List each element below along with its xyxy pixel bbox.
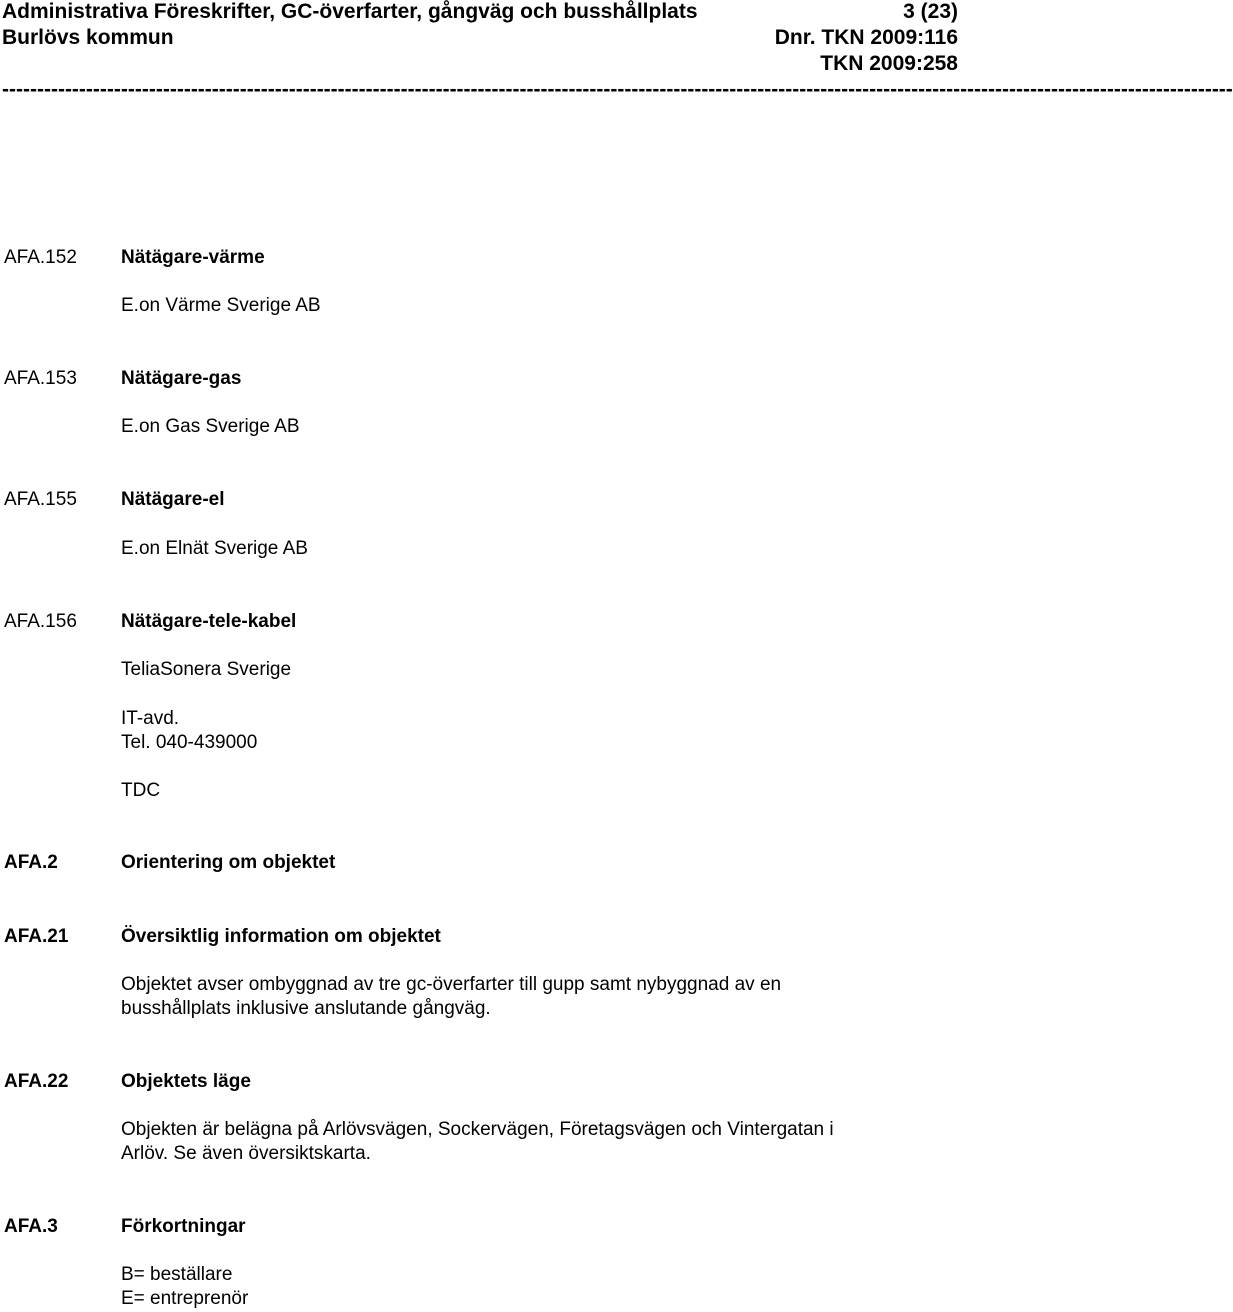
section-text-line: busshållplats inklusive anslutande gångväg. [121,998,491,1019]
section-code: AFA.2 [4,852,58,873]
section-text-line: E.on Gas Sverige AB [121,416,300,437]
section-text-line: TeliaSonera Sverige [121,659,292,680]
section-text-line: Arlöv. Se även översiktskarta. [121,1143,371,1164]
section-code: AFA.155 [4,489,77,510]
section-heading: Nätägare-el [121,489,225,510]
section-text-line: TDC [121,780,161,801]
section-heading: Orientering om objektet [121,852,336,873]
section-code: AFA.3 [4,1216,58,1237]
document-reference-tkn: TKN 2009:258 [820,52,958,75]
section-text-line: E.on Värme Sverige AB [121,295,321,316]
section-text-line: E.on Elnät Sverige AB [121,538,308,559]
section-code: AFA.156 [4,611,77,632]
section-heading: Nätägare-gas [121,368,242,389]
header-divider: -------------------------------------------------------------------------------------------------------------------------------------------------------------------------------- [2,78,1233,101]
section-code: AFA.22 [4,1071,69,1092]
page-number: 3 (23) [903,0,958,23]
section-text-line: E= entreprenör [121,1288,249,1309]
document-reference-dnr: Dnr. TKN 2009:116 [774,26,958,49]
organization-name: Burlövs kommun [2,26,174,49]
section-text-line: IT-avd. [121,708,180,729]
section-code: AFA.152 [4,247,77,268]
section-text-line: Objekten är belägna på Arlövsvägen, Sockervägen, Företagsvägen och Vintergatan i [121,1119,834,1140]
document-title: Administrativa Föreskrifter, GC-överfarter, gångväg och busshållplats [2,0,698,23]
section-code: AFA.21 [4,926,69,947]
section-heading: Objektets läge [121,1071,251,1092]
section-text-line: B= beställare [121,1264,233,1285]
section-text-line: Tel. 040-439000 [121,732,258,753]
section-text-line: Objektet avser ombyggnad av tre gc-överfarter till gupp samt nybyggnad av en [121,974,782,995]
section-heading: Nätägare-tele-kabel [121,611,297,632]
section-heading: Nätägare-värme [121,247,265,268]
section-code: AFA.153 [4,368,77,389]
section-heading: Förkortningar [121,1216,246,1237]
section-heading: Översiktlig information om objektet [121,926,441,947]
